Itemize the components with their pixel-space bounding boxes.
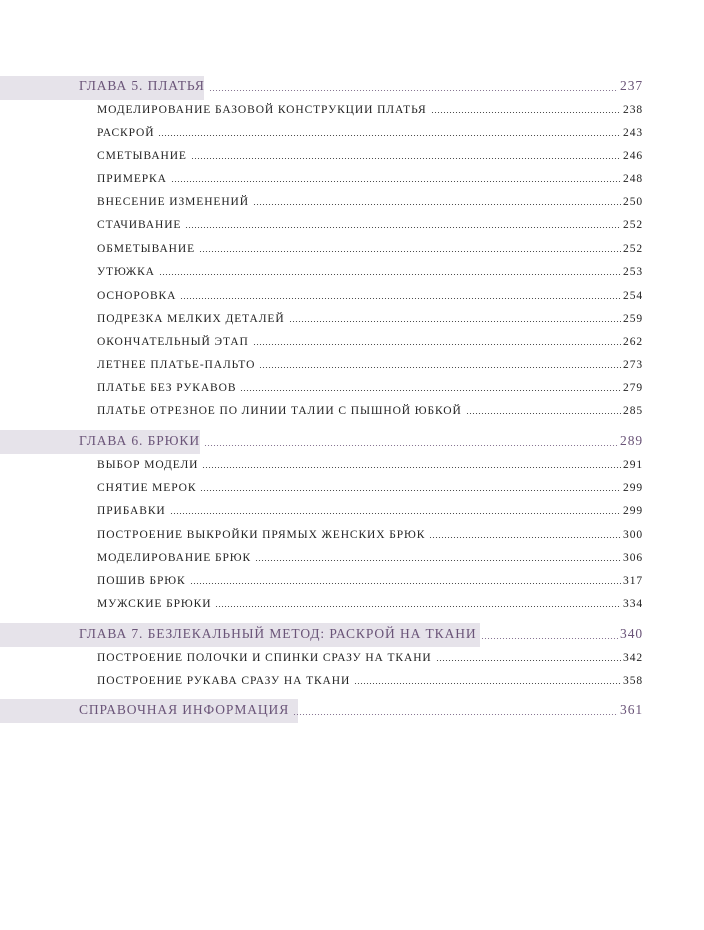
page-number: 248 [623,173,643,185]
section-title: СМЕТЫВАНИЕ [97,150,187,162]
leader-dots [190,583,621,584]
page-number: 299 [623,482,643,494]
toc-section-row[interactable] [97,652,643,664]
leader-dots [466,413,621,414]
section-title: СНЯТИЕ МЕРОК [97,482,197,494]
toc-chapter-row[interactable] [79,702,643,718]
section-title: ПЛАТЬЕ БЕЗ РУКАВОВ [97,382,237,394]
toc-section-row[interactable] [97,505,643,517]
leader-dots [185,227,621,228]
section-title: ПОСТРОЕНИЕ ВЫКРОЙКИ ПРЯМЫХ ЖЕНСКИХ БРЮК [97,529,426,541]
page-number: 300 [623,529,643,541]
section-title: ПОДРЕЗКА МЕЛКИХ ДЕТАЛЕЙ [97,313,285,325]
toc-section-row[interactable] [97,266,643,278]
page-number: 279 [623,382,643,394]
toc-chapter-row[interactable] [79,626,643,642]
page-number: 262 [623,336,643,348]
page-number: 340 [620,626,643,641]
toc-section-row[interactable] [97,290,643,302]
toc-section-row[interactable] [97,219,643,231]
leader-dots [259,367,621,368]
leader-dots [289,321,621,322]
page-number: 254 [623,290,643,302]
leader-dots [431,112,621,113]
section-title: ПОШИВ БРЮК [97,575,186,587]
page-number: 361 [620,702,643,717]
toc-section-row[interactable] [97,150,643,162]
page-number: 306 [623,552,643,564]
toc-section-row[interactable] [97,243,643,255]
page-number: 252 [623,219,643,231]
page-number: 238 [623,104,643,116]
toc-section-row[interactable] [97,382,643,394]
section-title: ОБМЕТЫВАНИЕ [97,243,195,255]
leader-dots [202,467,621,468]
toc-section-row[interactable] [97,529,643,541]
section-title: ПРИМЕРКА [97,173,167,185]
leader-dots [253,204,621,205]
toc-chapter-row[interactable] [79,78,643,94]
section-title: ПЛАТЬЕ ОТРЕЗНОЕ ПО ЛИНИИ ТАЛИИ С ПЫШНОЙ ЮБКОЙ [97,405,462,417]
toc-section-row[interactable] [97,104,643,116]
page-number: 252 [623,243,643,255]
section-title: ПРИБАВКИ [97,505,166,517]
page-number: 289 [620,433,643,448]
leader-dots [191,158,621,159]
leader-dots [158,135,621,136]
toc-section-row[interactable] [97,127,643,139]
leader-dots [253,344,621,345]
page-number: 253 [623,266,643,278]
leader-dots [204,445,618,446]
page-number: 317 [623,575,643,587]
page-number: 285 [623,405,643,417]
leader-dots [255,560,621,561]
page-number: 237 [620,78,643,93]
page-number: 259 [623,313,643,325]
leader-dots [170,513,621,514]
section-title: СТАЧИВАНИЕ [97,219,182,231]
toc-section-row[interactable] [97,359,643,371]
page-number: 342 [623,652,643,664]
page-number: 334 [623,598,643,610]
leader-dots [209,90,618,91]
chapter-title: СПРАВОЧНАЯ ИНФОРМАЦИЯ [79,702,290,717]
leader-dots [293,714,618,715]
section-title: УТЮЖКА [97,266,155,278]
section-title: МОДЕЛИРОВАНИЕ БАЗОВОЙ КОНСТРУКЦИИ ПЛАТЬЯ [97,104,427,116]
section-title: ОКОНЧАТЕЛЬНЫЙ ЭТАП [97,336,249,348]
chapter-title: ГЛАВА 6. БРЮКИ [79,433,200,448]
page-number: 243 [623,127,643,139]
leader-dots [481,638,619,639]
section-title: ВЫБОР МОДЕЛИ [97,459,199,471]
leader-dots [240,390,621,391]
leader-dots [215,606,621,607]
leader-dots [199,251,621,252]
page-number: 358 [623,675,643,687]
section-title: ОСНОРОВКА [97,290,177,302]
leader-dots [171,181,621,182]
page-number: 291 [623,459,643,471]
section-title: МУЖСКИЕ БРЮКИ [97,598,212,610]
page-number: 246 [623,150,643,162]
leader-dots [436,660,621,661]
toc-section-row[interactable] [97,196,643,208]
toc-chapter-row[interactable] [79,433,643,449]
leader-dots [180,298,621,299]
toc-section-row[interactable] [97,336,643,348]
leader-dots [159,274,621,275]
toc-section-row[interactable] [97,405,643,417]
leader-dots [200,490,621,491]
toc-section-row[interactable] [97,552,643,564]
leader-dots [429,537,621,538]
toc-section-row[interactable] [97,313,643,325]
section-title: ПОСТРОЕНИЕ ПОЛОЧКИ И СПИНКИ СРАЗУ НА ТКАНИ [97,652,432,664]
toc-section-row[interactable] [97,598,643,610]
leader-dots [354,683,621,684]
section-title: ВНЕСЕНИЕ ИЗМЕНЕНИЙ [97,196,249,208]
section-title: ПОСТРОЕНИЕ РУКАВА СРАЗУ НА ТКАНИ [97,675,351,687]
toc-section-row[interactable] [97,459,643,471]
chapter-title: ГЛАВА 7. БЕЗЛЕКАЛЬНЫЙ МЕТОД: РАСКРОЙ НА ТКАНИ [79,626,477,641]
toc-section-row[interactable] [97,675,643,687]
toc-section-row[interactable] [97,575,643,587]
page-number: 299 [623,505,643,517]
section-title: ЛЕТНЕЕ ПЛАТЬЕ-ПАЛЬТО [97,359,256,371]
chapter-title: ГЛАВА 5. ПЛАТЬЯ [79,78,205,93]
toc-section-row[interactable] [97,482,643,494]
toc-section-row[interactable] [97,173,643,185]
page-number: 250 [623,196,643,208]
section-title: МОДЕЛИРОВАНИЕ БРЮК [97,552,252,564]
page-number: 273 [623,359,643,371]
section-title: РАСКРОЙ [97,127,155,139]
